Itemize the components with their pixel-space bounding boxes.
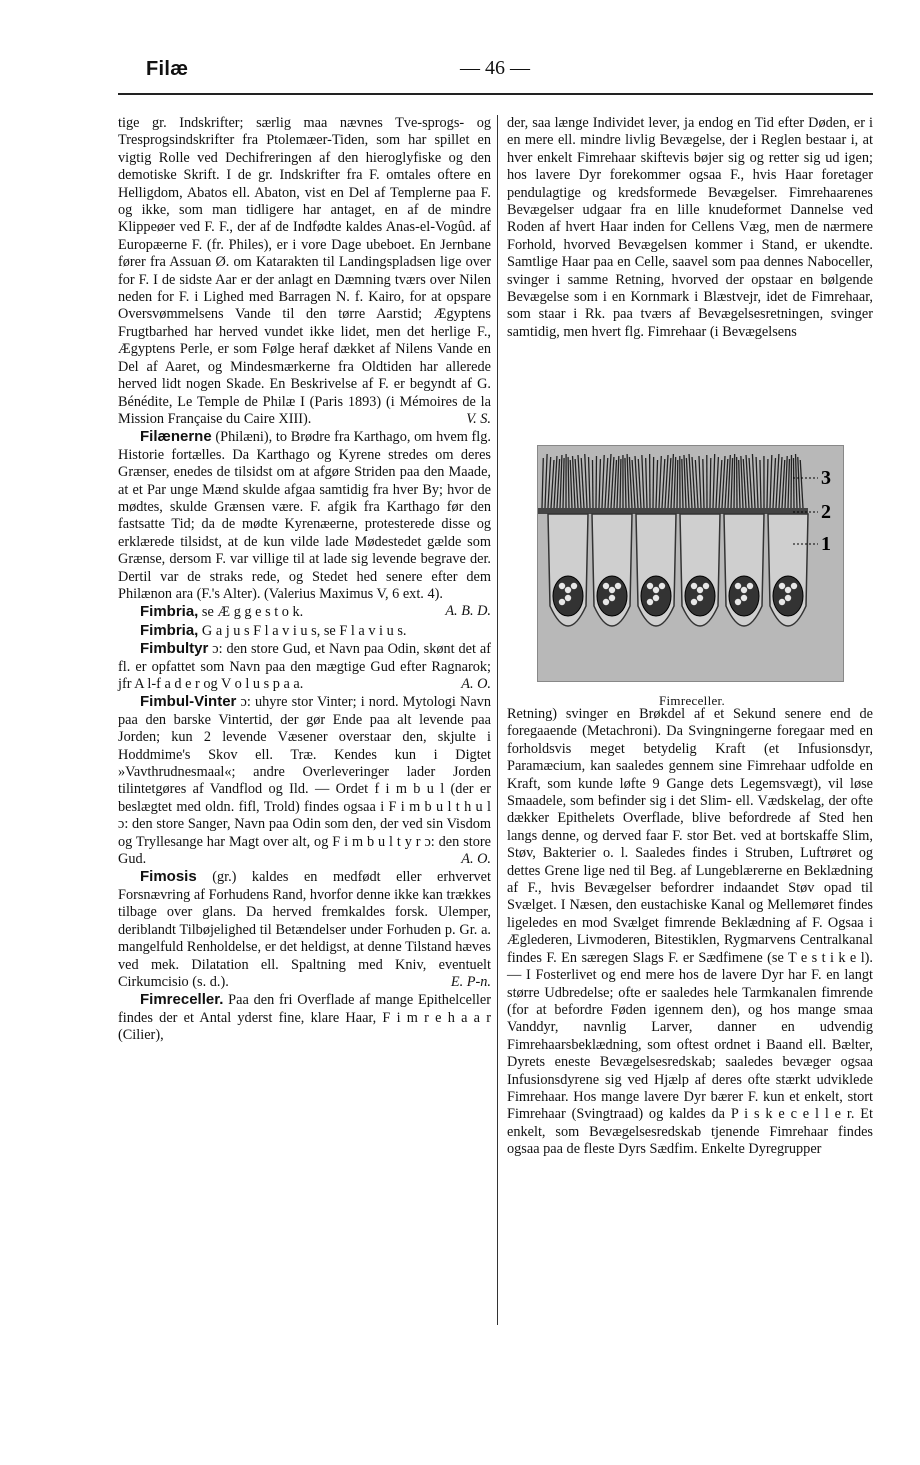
entry-fimbria-2 (118, 622, 491, 640)
figure-label-2: 2 (821, 501, 831, 523)
headword: Fimbul-Vinter (140, 693, 237, 711)
entry-text: (gr.) kaldes en medfødt eller erhvervet Forsnævring af Forhudens Rand, hvorfor denne ikke kan trækkes tilbage over glans. Da herved fremkaldes forsk. Ulemper, deriblandt Tilbøjelighed til Betændelser under Forhuden p. Gr. a. mangelfuld Renholdelse, er det heldigst, at denne Tilstand hæves ved mek. Dilatation ell. Spaltning med Kniv, eventuelt Cirkumcisio (s. d.). (118, 869, 491, 990)
figure (537, 445, 847, 709)
running-head: Filæ (146, 58, 189, 80)
entry-text: se Æ g g e s t o k. (198, 604, 304, 621)
paragraph-text: Retning) svinger en Brøkdel af et Sekund senere end de foregaaende (Metachroni). Da Svingningerne foregaar med en forholdsvis meget betydelig Kraft (et Infusionsdyr, Paramæcium, kan saaledes gennem sine Fimrehaar udfolde en Kraft, som kunde løfte 9 Gange dets Legemsvægt), vil løse Smaadele, som befinder sig i det Slim- ell. Vædskelag, der ofte dækker Epithelets Overflade, blive befordrede af Sted hen langs denne, og derved faar F. stor Bet. ved at bortskaffe Slim, Støv, Bakterier o. l. Saaledes findes i Struben, Luftrøret og dettes Grene lige ned til Beg. af Lungeblærerne en Beklædning af F., hvis Bevægelser befordrer indaandet Støv opad til Svælget. I Næsen, den eustachiske Kanal og Mellemøret findes ligeledes en mod Svælget fimrende Beklædning af F. Ogsaa i Æglederen, Livmoderen, Bitestiklen, Rygmarvens Centralkanal findes F. En særegen Slags F. er Sædfimene (se T e s t i k e l). — I Fosterlivet og end mere hos de lavere Dyr har F. en langt større Udbredelse; ofte er saaledes hele Tarmkanalen fimrende (for at befordre Føden igennem den), og hos mange smaa Vanddyr, navnlig Larver, danner en udvendig Fimrehaarsbeklædning, som oftest ordnet i Baand ell. Bælter, Dyrets eneste Bevægelsesredskab; saaledes bevæger ogsaa Infusionsdyrene sig ved Hjælp af deres ofte stærkt udviklede Fimrehaar. Hos mange lavere Dyr bærer F. kun et enkelt, stort Fimrehaar (Svingtraad) og kaldes da P i s k e c e l l e r. Et enkelt, som Bevægelsesredskab tjenende Fimrehaar findes ogsaa paa de fleste Dyrs Sædfim. Enkelte Dyregrupper (507, 706, 873, 1158)
headword: Filænerne (140, 428, 212, 446)
headword: Fimosis (140, 868, 197, 886)
entry-text: ɔ: uhyre stor Vinter; i nord. Mytologi Navn paa den barske Vintertid, der gør Ende paa alt levende paa Jorden; kun 2 levende Væsener overstaar den, skjulte i Hoddmime's Skov ell. Træ. Kendes kun i Digtet »Vavthrudnesmaal«; andre Overleveringer lader Jorden tilintetgøres af Vandflod og Ild. — Ordet f i m b u l (der er beslægtet med oldn. fifl, Trold) findes ogsaa i F i m b u l t h u l ɔ: den store Sanger, Navn paa Odin som den, der ved sin Visdom og Tryllesange har Magt over alt, og F i m b u l t y r ɔ: den store Gud. (118, 694, 491, 868)
paragraph-continuation (118, 115, 491, 428)
author-signature: E. P-n. (450, 973, 491, 990)
author-signature: A. B. D. (445, 603, 491, 620)
headword: Fimbultyr (140, 640, 209, 658)
paragraph-text: tige gr. Indskrifter; særlig maa nævnes Tve-sprogs- og Tresprogsindskrifter fra Ptolemæer-Tiden, som har spillet en vigtig Rolle ved Dechifreringen af den hieroglyfiske og den demotiske Skrift. I de gr. Indskrifter fra F. omtales oftere en Helligdom, Abatos ell. Abaton, vist en Del af Templerne paa F. og ikke, som man tidligere har antaget, en af de mindre Klippeøer ved F. F., der af de Indfødte kaldes Anas-el-Vogûd. af Europæerne F. (fr. Philes), er i vore Dage ubeboet. En Jernbane fører fra Assuan Ø. om Katarakten til Landingspladsen lige over for F. I de sidste Aar er der anlagt en Dæmning tværs over Nilen neden for F. i Lighed med Barragen N. f. Kairo, for at opspare Oversvømmelsens Vande til den tørre Aarstid; Ægyptens Frugtbarhed har herved vundet ikke lidet, men det herlige F., Ægyptens Perle, er som Følge heraf dækket af Nilens Vande en Del af Aaret, og Mindesmærkerne fra Oldtiden har allerede herved lidt nogen Skade. En Beskrivelse af F. er begyndt af G. Bénédite, Le Temple de Philæ I (Paris 1893) (i Mémoires de la Mission Française du Caire XIII). (118, 115, 491, 427)
header-rule (118, 93, 873, 95)
headword: Fimreceller. (140, 991, 224, 1009)
entry-text: (Philæni), to Brødre fra Karthago, om hvem flg. Historie fortælles. Da Karthago og Kyrene stredes om deres Grænser, enedes de tilsidst om at afgøre Striden paa den Maade, at et Par unge Mænd skulde afgaa samtidig fra hver By; hvor de mødtes, skulde Grænsen være. F. afgik fra Karthago før den fastsatte Tid; da de mødte Kyrenæerne, protesterede disse og erklærede tilsidst, at de kun vilde lade Mødestedet gælde som Grænse, dersom F. var villige til at lade sig levende begrave der. Dertil var de straks rede, og Stedet hed senere efter dem Philænon ara (F.'s Alter). (Valerius Maximus V, 6 ext. 4). (118, 429, 491, 602)
figure-label-1: 1 (821, 533, 831, 555)
author-signature: A. O. (461, 851, 491, 868)
entry-text: G a j u s F l a v i u s, se F l a v i u s. (198, 622, 407, 639)
figure-label-3: 3 (821, 467, 831, 489)
right-column (507, 115, 873, 1158)
left-column (118, 115, 491, 1045)
headword: Fimbria, (140, 603, 199, 621)
entry-text: Paa den fri Overflade af mange Epithelceller findes der et Antal yderst fine, klare Haar, F i m r e h a a r (Cilier), (118, 992, 491, 1044)
author-signature: A. O. (461, 676, 491, 692)
author-signature: V. S. (466, 410, 491, 427)
ciliated-cells-illustration (537, 445, 844, 682)
page-number: — 46 — (460, 57, 530, 79)
paragraph-continuation: der, saa længe Individet lever, ja endog en Tid efter Døden, er i en mere ell. mindre livlig Bevægelse, der i Reglen bestaar i, at hver enkelt Fimrehaar skiftevis bøjer sig og retter sig ud igen; hos lavere Dyr forekommer ogsaa F., hvis Haar foretager pendulagtige og kredsformede Bevægelser. Fimrehaarenes Bevægelser udgaar fra en lille knudeformet Dannelse ved Roden af hvert Haar inden for Cellens Væg, men de nærmere Forhold, hvorved Bevægelsen kommer i Stand, er ukendte. Samtlige Haar paa en Celle, saavel som paa dennes Naboceller, svinger i samme Retning, hvorved der opstaar en bølgende Bevægelse som i en Kornmark i Blæstvejr, idet de Fimrehaar, som staar i Rk. paa tværs af Bevægelsesretningen, svinger samtidig, men hvert flg. Fimrehaar (i Bevægelsens (507, 115, 873, 340)
entry-fimosis (118, 868, 491, 991)
entry-fimreceller (118, 991, 491, 1044)
figure-caption: Fimreceller. (658, 693, 726, 708)
entry-fimbul-vinter (118, 693, 491, 868)
column-divider (497, 115, 498, 1325)
cilia-drawing (538, 446, 843, 681)
entry-text: ɔ: den store Gud, et Navn paa Odin, skønt det af fl. er opfattet som Navn paa den mægtige Gud efter Ragnarok; jfr A l-f a d e r og V o l u s p a a. (118, 641, 491, 692)
entry-fimbultyr (118, 640, 491, 693)
headword: Fimbria, (140, 621, 199, 639)
